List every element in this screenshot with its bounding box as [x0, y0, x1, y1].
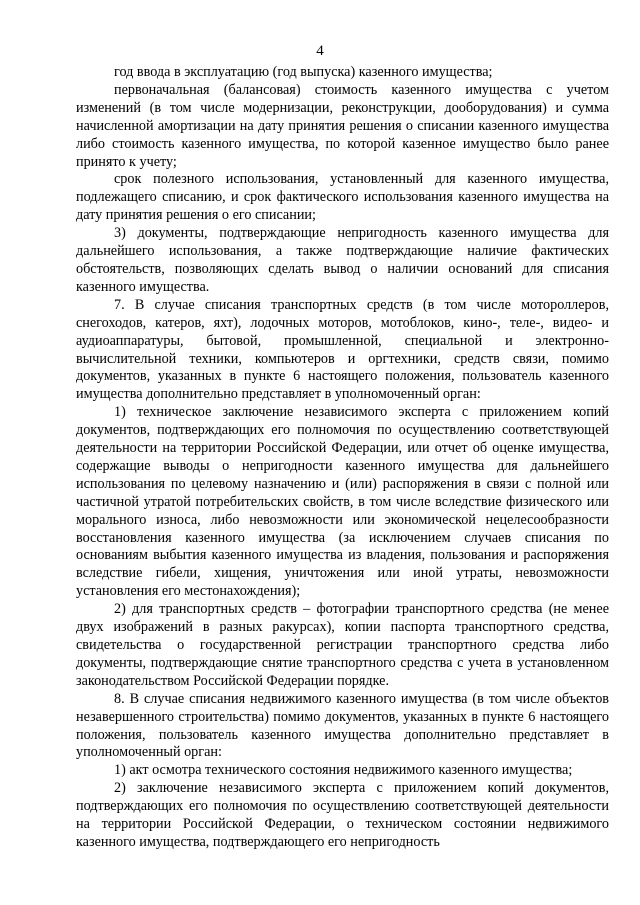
paragraph: 3) документы, подтверждающие непригодность казенного имущества для дальнейшего использования, а также подтверждающие наличие фактических обстоятельств, позволяющих сделать вывод о наличии оснований для списания казенного имущества. [76, 225, 609, 295]
paragraph: 2) для транспортных средств – фотографии транспортного средства (не менее двух изображений в разных ракурсах), копии паспорта транспортного средства, свидетельства о государственной регистрации транспортного средства либо документы, подтверждающие снятие транспортного средства с учета в установленном законодательством Российской Федерации порядке. [76, 601, 609, 689]
paragraph: первоначальная (балансовая) стоимость казенного имущества с учетом изменений (в том числе модернизации, реконструкции, дооборудования) и сумма начисленной амортизации на дату принятия решения о списании казенного имущества либо стоимость казенного имущества, по которой казенное имущество было ранее принято к учету; [76, 81, 609, 170]
page-number: 4 [316, 43, 324, 59]
paragraph: 1) акт осмотра технического состояния недвижимого казенного имущества; [114, 762, 573, 779]
paragraph: 7. В случае списания транспортных средств (в том числе мотороллеров, снегоходов, катеров, яхт), лодочных моторов, мотоблоков, кино-, теле-, видео- и аудиоаппаратуры, бытовой, промышленной, специальной и электронно-вычислительной техники, компьютеров и оргтехники, средств связи, помимо документов, указанных в пункте 6 настоящего положения, пользователь казенного имущества дополнительно представляет в уполномоченный орган: [76, 296, 609, 403]
document-body [76, 64, 609, 852]
paragraph: год ввода в эксплуатацию (год выпуска) казенного имущества; [114, 64, 493, 80]
paragraph: 1) техническое заключение независимого эксперта с приложением копий документов, подтверждающих его полномочия по осуществлению соответствующей деятельности на территории Российской Федерации, или отчет об оценке имущества, содержащие выводы о непригодности казенного имущества для дальнейшего использования по целевому назначению и (или) распоряжения в связи с полной или частичной утратой потребительских свойств, в том числе вследствие физического или морального износа, либо невозможности или экономической нецелесообразности восстановления казенного имущества (за исключением случаев списания по основаниям выбытия казенного имущества из владения, пользования и распоряжения вследствие гибели, хищения, уничтожения или иной утраты, невозможности установления его местонахождения); [76, 404, 609, 600]
paragraph: срок полезного использования, установленный для казенного имущества, подлежащего списанию, и срок фактического использования казенного имущества на дату принятия решения о его списании; [76, 171, 609, 224]
paragraph: 8. В случае списания недвижимого казенного имущества (в том числе объектов незавершенного строительства) помимо документов, указанных в пункте 6 настоящего положения, пользователь казенного имущества дополнительно представляет в уполномоченный орган: [76, 690, 609, 761]
paragraph: 2) заключение независимого эксперта с приложением копий документов, подтверждающих его полномочия по осуществлению соответствующей деятельности на территории Российской Федерации, о техническом состоянии недвижимого казенного имущества, подтверждающего его непригодность [76, 780, 609, 850]
